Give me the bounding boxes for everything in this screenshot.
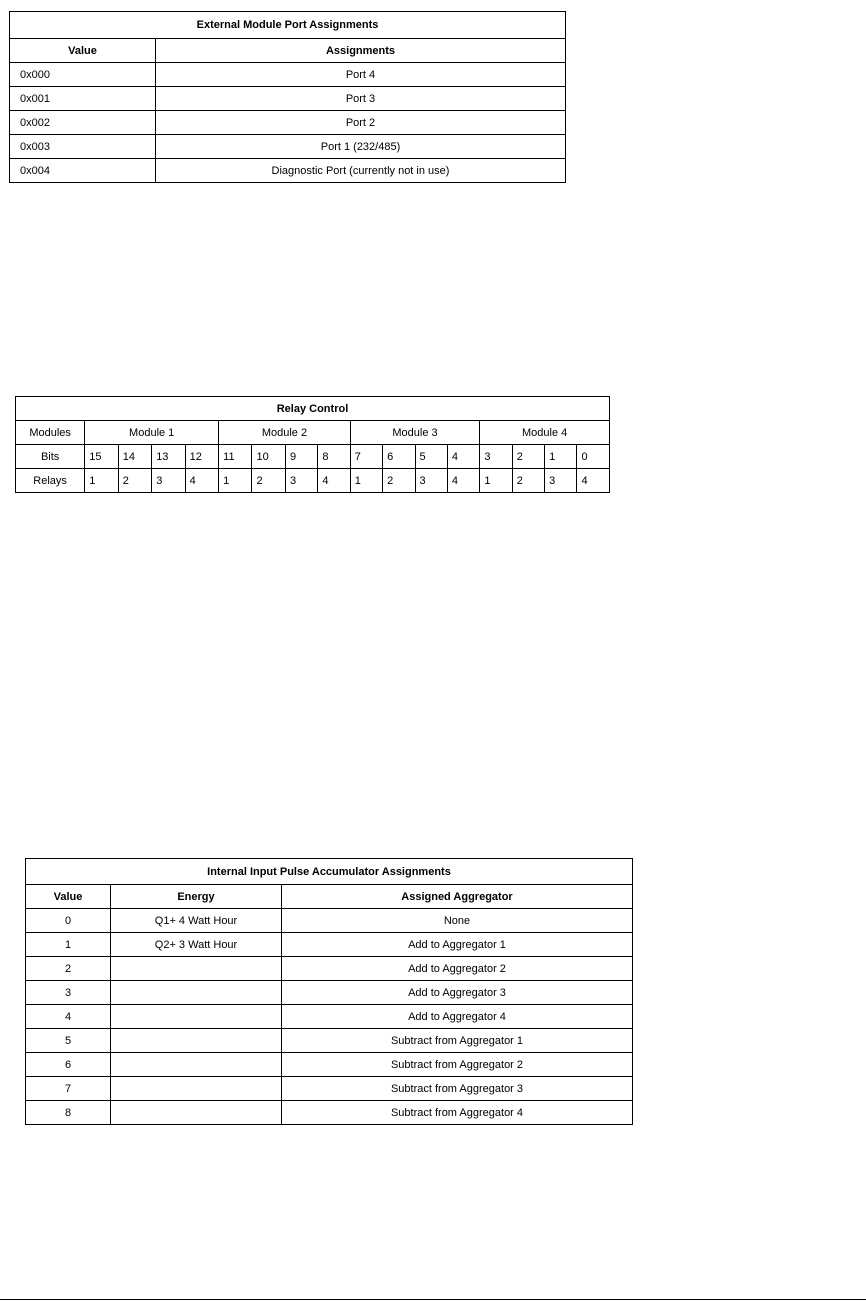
bit-cell: 5 (415, 445, 447, 469)
bit-cell: 13 (152, 445, 185, 469)
pulse-accumulator-table (25, 858, 633, 1125)
port-assignment: Port 2 (156, 111, 566, 135)
relays-label: Relays (16, 469, 85, 493)
port-value: 0x003 (10, 135, 156, 159)
pulse-energy (111, 1005, 282, 1029)
footer-rule (0, 1299, 866, 1300)
relay-cell: 1 (85, 469, 118, 493)
pulse-value: 4 (26, 1005, 111, 1029)
table-row (26, 933, 633, 957)
pulse-aggregator: Subtract from Aggregator 1 (282, 1029, 633, 1053)
module-header: Module 3 (350, 421, 480, 445)
relay-cell: 3 (152, 469, 185, 493)
pulse-value: 5 (26, 1029, 111, 1053)
module-header: Module 4 (480, 421, 610, 445)
table-row (26, 1005, 633, 1029)
bit-cell: 3 (480, 445, 512, 469)
table-row (10, 63, 566, 87)
relay-cell: 1 (350, 469, 382, 493)
table-row (10, 159, 566, 183)
port-header-assignments: Assignments (156, 39, 566, 63)
relay-cell: 1 (219, 469, 252, 493)
table-row (26, 1101, 633, 1125)
port-value: 0x004 (10, 159, 156, 183)
pulse-header-value: Value (26, 885, 111, 909)
pulse-aggregator: Subtract from Aggregator 2 (282, 1053, 633, 1077)
pulse-header-energy: Energy (111, 885, 282, 909)
port-assignments-table (9, 11, 566, 183)
table-row (26, 909, 633, 933)
relays-row (16, 469, 610, 493)
port-value: 0x000 (10, 63, 156, 87)
bit-cell: 0 (577, 445, 610, 469)
bit-cell: 9 (285, 445, 317, 469)
port-assignment: Port 4 (156, 63, 566, 87)
port-value: 0x002 (10, 111, 156, 135)
pulse-energy (111, 957, 282, 981)
pulse-table-body (26, 909, 633, 1125)
port-assignment: Port 3 (156, 87, 566, 111)
port-assignment: Port 1 (232/485) (156, 135, 566, 159)
relay-cell: 2 (118, 469, 151, 493)
relay-cell: 4 (185, 469, 218, 493)
table-row (26, 1077, 633, 1101)
bit-cell: 10 (252, 445, 285, 469)
table-row (10, 87, 566, 111)
bits-row (16, 445, 610, 469)
relay-cell: 4 (318, 469, 350, 493)
pulse-value: 3 (26, 981, 111, 1005)
relay-cell: 3 (545, 469, 577, 493)
relay-cell: 3 (285, 469, 317, 493)
pulse-aggregator: Add to Aggregator 2 (282, 957, 633, 981)
pulse-value: 1 (26, 933, 111, 957)
pulse-table-title: Internal Input Pulse Accumulator Assignments (26, 859, 633, 885)
bit-cell: 7 (350, 445, 382, 469)
pulse-value: 7 (26, 1077, 111, 1101)
relay-table-title: Relay Control (16, 397, 610, 421)
relay-cell: 4 (447, 469, 479, 493)
table-row (26, 981, 633, 1005)
pulse-value: 2 (26, 957, 111, 981)
table-row (10, 135, 566, 159)
table-row (26, 1053, 633, 1077)
pulse-energy (111, 1101, 282, 1125)
pulse-energy (111, 981, 282, 1005)
modules-label: Modules (16, 421, 85, 445)
pulse-value: 0 (26, 909, 111, 933)
pulse-header-aggregator: Assigned Aggregator (282, 885, 633, 909)
table-row (26, 957, 633, 981)
pulse-energy (111, 1029, 282, 1053)
module-header: Module 2 (219, 421, 351, 445)
pulse-aggregator: Add to Aggregator 3 (282, 981, 633, 1005)
module-header: Module 1 (85, 421, 219, 445)
relay-cell: 2 (252, 469, 285, 493)
pulse-aggregator: Subtract from Aggregator 3 (282, 1077, 633, 1101)
table-row (10, 111, 566, 135)
pulse-energy (111, 1077, 282, 1101)
bit-cell: 15 (85, 445, 118, 469)
relay-control-table (15, 396, 610, 493)
bits-label: Bits (16, 445, 85, 469)
bit-cell: 8 (318, 445, 350, 469)
relay-cell: 2 (512, 469, 544, 493)
port-table-title: External Module Port Assignments (10, 12, 566, 39)
port-assignment: Diagnostic Port (currently not in use) (156, 159, 566, 183)
bit-cell: 6 (383, 445, 415, 469)
bit-cell: 14 (118, 445, 151, 469)
relay-cell: 4 (577, 469, 610, 493)
pulse-aggregator: None (282, 909, 633, 933)
bit-cell: 11 (219, 445, 252, 469)
table-row (26, 1029, 633, 1053)
pulse-value: 8 (26, 1101, 111, 1125)
relay-cell: 2 (383, 469, 415, 493)
bit-cell: 1 (545, 445, 577, 469)
pulse-energy: Q1+ 4 Watt Hour (111, 909, 282, 933)
port-header-value: Value (10, 39, 156, 63)
relay-cell: 3 (415, 469, 447, 493)
bit-cell: 2 (512, 445, 544, 469)
relay-cell: 1 (480, 469, 512, 493)
pulse-energy (111, 1053, 282, 1077)
pulse-aggregator: Subtract from Aggregator 4 (282, 1101, 633, 1125)
pulse-aggregator: Add to Aggregator 4 (282, 1005, 633, 1029)
bit-cell: 12 (185, 445, 218, 469)
port-value: 0x001 (10, 87, 156, 111)
pulse-value: 6 (26, 1053, 111, 1077)
bit-cell: 4 (447, 445, 479, 469)
pulse-energy: Q2+ 3 Watt Hour (111, 933, 282, 957)
pulse-aggregator: Add to Aggregator 1 (282, 933, 633, 957)
